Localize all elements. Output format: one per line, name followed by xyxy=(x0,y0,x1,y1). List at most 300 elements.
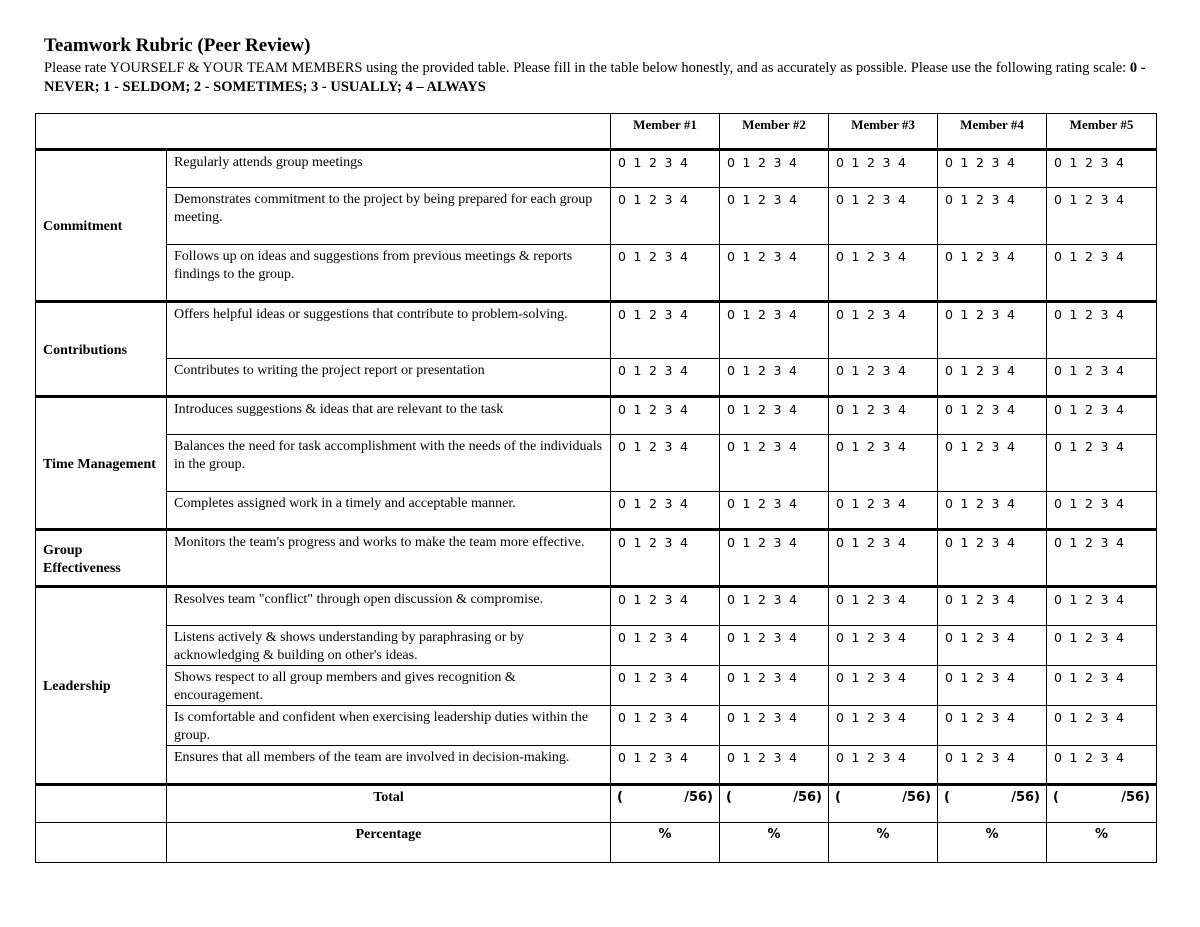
score-option[interactable]: 4 xyxy=(898,710,907,725)
score-option[interactable]: 1 xyxy=(742,750,751,765)
score-option[interactable]: 3 xyxy=(664,363,673,378)
score-option[interactable]: 2 xyxy=(649,710,658,725)
score-option[interactable]: 4 xyxy=(680,192,689,207)
score-option[interactable]: 1 xyxy=(1069,439,1078,454)
score-cell[interactable] xyxy=(829,245,938,302)
score-option[interactable]: 2 xyxy=(649,402,658,417)
score-option[interactable]: 2 xyxy=(867,630,876,645)
score-cell[interactable] xyxy=(611,302,720,359)
score-option[interactable]: 1 xyxy=(633,363,642,378)
score-option[interactable]: 2 xyxy=(976,363,985,378)
score-option[interactable]: 4 xyxy=(680,750,689,765)
score-option[interactable]: 0 xyxy=(836,363,845,378)
score-option[interactable]: 4 xyxy=(680,496,689,511)
score-option[interactable]: 1 xyxy=(851,535,860,550)
score-option[interactable]: 0 xyxy=(945,249,954,264)
score-cell[interactable] xyxy=(829,359,938,397)
score-option[interactable]: 0 xyxy=(836,439,845,454)
score-cell[interactable] xyxy=(829,188,938,245)
score-option[interactable]: 3 xyxy=(991,535,1000,550)
score-option[interactable]: 0 xyxy=(836,496,845,511)
score-option[interactable]: 4 xyxy=(1007,249,1016,264)
score-option[interactable]: 4 xyxy=(898,592,907,607)
score-option[interactable]: 1 xyxy=(960,402,969,417)
score-option[interactable]: 4 xyxy=(898,155,907,170)
score-option[interactable]: 0 xyxy=(618,363,627,378)
score-option[interactable]: 1 xyxy=(742,535,751,550)
score-cell[interactable] xyxy=(1047,359,1157,397)
score-cell[interactable] xyxy=(938,530,1047,587)
score-option[interactable]: 0 xyxy=(727,592,736,607)
score-cell[interactable] xyxy=(720,492,829,530)
score-option[interactable]: 1 xyxy=(851,670,860,685)
score-option[interactable]: 1 xyxy=(1069,363,1078,378)
score-option[interactable]: 0 xyxy=(945,402,954,417)
total-cell[interactable] xyxy=(938,785,1047,823)
score-option[interactable]: 0 xyxy=(945,630,954,645)
score-option[interactable]: 4 xyxy=(898,535,907,550)
score-option[interactable]: 4 xyxy=(1007,155,1016,170)
score-option[interactable]: 2 xyxy=(649,363,658,378)
score-option[interactable]: 2 xyxy=(976,249,985,264)
score-option[interactable]: 1 xyxy=(742,363,751,378)
total-cell[interactable] xyxy=(611,785,720,823)
score-option[interactable]: 3 xyxy=(773,535,782,550)
score-option[interactable]: 3 xyxy=(664,710,673,725)
score-option[interactable]: 1 xyxy=(1069,630,1078,645)
score-option[interactable]: 4 xyxy=(898,750,907,765)
score-option[interactable]: 0 xyxy=(618,192,627,207)
score-option[interactable]: 2 xyxy=(976,402,985,417)
score-option[interactable]: 2 xyxy=(758,670,767,685)
score-option[interactable]: 1 xyxy=(1069,155,1078,170)
score-option[interactable]: 3 xyxy=(1100,192,1109,207)
score-option[interactable]: 3 xyxy=(882,750,891,765)
score-cell[interactable] xyxy=(720,530,829,587)
score-option[interactable]: 1 xyxy=(633,710,642,725)
score-cell[interactable] xyxy=(1047,587,1157,626)
score-option[interactable]: 4 xyxy=(898,192,907,207)
score-option[interactable]: 1 xyxy=(1069,670,1078,685)
score-option[interactable]: 1 xyxy=(633,307,642,322)
score-option[interactable]: 0 xyxy=(1054,363,1063,378)
score-option[interactable]: 0 xyxy=(836,670,845,685)
score-option[interactable]: 0 xyxy=(727,155,736,170)
total-cell[interactable] xyxy=(829,785,938,823)
score-cell[interactable] xyxy=(829,626,938,666)
score-option[interactable]: 4 xyxy=(898,439,907,454)
score-cell[interactable] xyxy=(611,359,720,397)
score-cell[interactable] xyxy=(938,706,1047,746)
score-option[interactable]: 2 xyxy=(649,439,658,454)
score-option[interactable]: 2 xyxy=(867,155,876,170)
score-option[interactable]: 1 xyxy=(633,535,642,550)
score-cell[interactable] xyxy=(1047,746,1157,785)
score-option[interactable]: 1 xyxy=(633,750,642,765)
score-option[interactable]: 2 xyxy=(867,496,876,511)
score-cell[interactable] xyxy=(1047,626,1157,666)
score-option[interactable]: 2 xyxy=(649,750,658,765)
score-option[interactable]: 3 xyxy=(1100,249,1109,264)
score-option[interactable]: 4 xyxy=(898,402,907,417)
score-option[interactable]: 2 xyxy=(1085,363,1094,378)
score-option[interactable]: 4 xyxy=(1116,630,1125,645)
score-cell[interactable] xyxy=(611,626,720,666)
score-option[interactable]: 3 xyxy=(773,307,782,322)
score-option[interactable]: 2 xyxy=(1085,592,1094,607)
score-option[interactable]: 0 xyxy=(618,592,627,607)
score-option[interactable]: 0 xyxy=(945,535,954,550)
total-cell[interactable] xyxy=(1047,785,1157,823)
score-cell[interactable] xyxy=(829,587,938,626)
score-option[interactable]: 4 xyxy=(789,249,798,264)
score-option[interactable]: 4 xyxy=(1116,402,1125,417)
score-option[interactable]: 2 xyxy=(1085,710,1094,725)
score-option[interactable]: 4 xyxy=(680,630,689,645)
score-cell[interactable] xyxy=(938,435,1047,492)
score-cell[interactable] xyxy=(1047,492,1157,530)
score-option[interactable]: 2 xyxy=(649,307,658,322)
score-option[interactable]: 3 xyxy=(1100,363,1109,378)
score-option[interactable]: 3 xyxy=(991,402,1000,417)
score-option[interactable]: 1 xyxy=(1069,592,1078,607)
score-option[interactable]: 3 xyxy=(1100,710,1109,725)
score-cell[interactable] xyxy=(829,435,938,492)
score-cell[interactable] xyxy=(720,302,829,359)
score-option[interactable]: 3 xyxy=(1100,307,1109,322)
score-option[interactable]: 0 xyxy=(1054,402,1063,417)
score-option[interactable]: 3 xyxy=(664,402,673,417)
score-option[interactable]: 0 xyxy=(1054,249,1063,264)
score-cell[interactable] xyxy=(611,492,720,530)
score-option[interactable]: 1 xyxy=(851,249,860,264)
score-option[interactable]: 4 xyxy=(789,750,798,765)
score-option[interactable]: 3 xyxy=(991,439,1000,454)
score-option[interactable]: 0 xyxy=(1054,155,1063,170)
score-cell[interactable] xyxy=(938,359,1047,397)
score-option[interactable]: 3 xyxy=(773,249,782,264)
score-option[interactable]: 0 xyxy=(836,535,845,550)
score-option[interactable]: 4 xyxy=(1116,670,1125,685)
score-option[interactable]: 4 xyxy=(680,710,689,725)
score-option[interactable]: 1 xyxy=(851,630,860,645)
score-option[interactable]: 1 xyxy=(851,710,860,725)
score-option[interactable]: 3 xyxy=(664,496,673,511)
score-cell[interactable] xyxy=(611,245,720,302)
score-option[interactable]: 1 xyxy=(851,155,860,170)
score-option[interactable]: 3 xyxy=(882,249,891,264)
score-option[interactable]: 4 xyxy=(680,363,689,378)
score-cell[interactable] xyxy=(720,435,829,492)
score-option[interactable]: 4 xyxy=(789,670,798,685)
score-cell[interactable] xyxy=(720,587,829,626)
score-option[interactable]: 1 xyxy=(851,496,860,511)
score-option[interactable]: 2 xyxy=(1085,535,1094,550)
score-cell[interactable] xyxy=(720,397,829,435)
score-cell[interactable] xyxy=(720,626,829,666)
score-option[interactable]: 4 xyxy=(680,402,689,417)
score-option[interactable]: 4 xyxy=(1007,750,1016,765)
score-option[interactable]: 2 xyxy=(867,402,876,417)
score-cell[interactable] xyxy=(720,245,829,302)
score-option[interactable]: 1 xyxy=(1069,710,1078,725)
score-option[interactable]: 3 xyxy=(991,592,1000,607)
score-option[interactable]: 3 xyxy=(1100,496,1109,511)
score-option[interactable]: 0 xyxy=(618,402,627,417)
score-option[interactable]: 2 xyxy=(1085,630,1094,645)
score-option[interactable]: 1 xyxy=(742,439,751,454)
score-option[interactable]: 1 xyxy=(960,592,969,607)
score-option[interactable]: 0 xyxy=(836,630,845,645)
score-option[interactable]: 2 xyxy=(976,192,985,207)
percentage-cell[interactable]: % xyxy=(720,823,829,863)
score-option[interactable]: 0 xyxy=(618,710,627,725)
score-option[interactable]: 2 xyxy=(758,439,767,454)
score-option[interactable]: 1 xyxy=(851,307,860,322)
score-option[interactable]: 3 xyxy=(664,307,673,322)
score-option[interactable]: 0 xyxy=(1054,710,1063,725)
score-option[interactable]: 3 xyxy=(773,439,782,454)
score-option[interactable]: 1 xyxy=(851,439,860,454)
score-option[interactable]: 4 xyxy=(898,496,907,511)
score-option[interactable]: 4 xyxy=(1116,249,1125,264)
score-cell[interactable] xyxy=(829,746,938,785)
score-cell[interactable] xyxy=(829,150,938,188)
score-option[interactable]: 3 xyxy=(773,592,782,607)
score-cell[interactable] xyxy=(611,666,720,706)
score-option[interactable]: 3 xyxy=(882,155,891,170)
score-option[interactable]: 0 xyxy=(836,592,845,607)
score-option[interactable]: 2 xyxy=(867,710,876,725)
percentage-cell[interactable]: % xyxy=(611,823,720,863)
score-option[interactable]: 4 xyxy=(1116,496,1125,511)
score-option[interactable]: 4 xyxy=(898,363,907,378)
score-option[interactable]: 4 xyxy=(1116,535,1125,550)
score-option[interactable]: 0 xyxy=(618,307,627,322)
score-option[interactable]: 3 xyxy=(773,710,782,725)
score-option[interactable]: 4 xyxy=(1007,670,1016,685)
score-option[interactable]: 1 xyxy=(633,155,642,170)
score-option[interactable]: 0 xyxy=(945,307,954,322)
score-option[interactable]: 2 xyxy=(758,402,767,417)
score-option[interactable]: 1 xyxy=(960,710,969,725)
score-option[interactable]: 3 xyxy=(991,750,1000,765)
score-option[interactable]: 0 xyxy=(945,192,954,207)
score-option[interactable]: 4 xyxy=(789,439,798,454)
score-option[interactable]: 3 xyxy=(882,670,891,685)
score-option[interactable]: 2 xyxy=(758,710,767,725)
score-option[interactable]: 0 xyxy=(618,630,627,645)
score-option[interactable]: 1 xyxy=(960,535,969,550)
score-option[interactable]: 3 xyxy=(664,439,673,454)
score-cell[interactable] xyxy=(1047,706,1157,746)
percentage-cell[interactable]: % xyxy=(938,823,1047,863)
score-option[interactable]: 4 xyxy=(680,307,689,322)
score-option[interactable]: 0 xyxy=(727,630,736,645)
score-option[interactable]: 2 xyxy=(649,592,658,607)
score-option[interactable]: 2 xyxy=(867,439,876,454)
score-option[interactable]: 3 xyxy=(1100,535,1109,550)
score-option[interactable]: 1 xyxy=(960,155,969,170)
score-option[interactable]: 0 xyxy=(618,670,627,685)
score-option[interactable]: 4 xyxy=(789,496,798,511)
percentage-cell[interactable]: % xyxy=(1047,823,1157,863)
score-option[interactable]: 3 xyxy=(991,363,1000,378)
score-option[interactable]: 3 xyxy=(664,630,673,645)
score-cell[interactable] xyxy=(1047,188,1157,245)
score-option[interactable]: 4 xyxy=(789,592,798,607)
score-option[interactable]: 1 xyxy=(960,307,969,322)
score-option[interactable]: 2 xyxy=(649,535,658,550)
score-cell[interactable] xyxy=(720,359,829,397)
score-option[interactable]: 3 xyxy=(882,592,891,607)
score-option[interactable]: 3 xyxy=(664,750,673,765)
score-option[interactable]: 3 xyxy=(882,710,891,725)
score-option[interactable]: 3 xyxy=(882,439,891,454)
score-option[interactable]: 3 xyxy=(991,249,1000,264)
score-option[interactable]: 4 xyxy=(1007,710,1016,725)
score-option[interactable]: 2 xyxy=(1085,402,1094,417)
score-cell[interactable] xyxy=(829,397,938,435)
score-option[interactable]: 3 xyxy=(882,630,891,645)
score-option[interactable]: 1 xyxy=(742,710,751,725)
score-option[interactable]: 4 xyxy=(1116,439,1125,454)
score-option[interactable]: 4 xyxy=(1116,750,1125,765)
score-cell[interactable] xyxy=(611,530,720,587)
score-option[interactable]: 0 xyxy=(727,496,736,511)
score-cell[interactable] xyxy=(611,397,720,435)
score-option[interactable]: 0 xyxy=(618,155,627,170)
score-option[interactable]: 0 xyxy=(945,710,954,725)
score-option[interactable]: 3 xyxy=(991,307,1000,322)
score-option[interactable]: 1 xyxy=(633,630,642,645)
score-option[interactable]: 1 xyxy=(960,439,969,454)
score-option[interactable]: 3 xyxy=(991,155,1000,170)
score-option[interactable]: 1 xyxy=(960,249,969,264)
score-option[interactable]: 1 xyxy=(742,192,751,207)
score-cell[interactable] xyxy=(611,587,720,626)
score-option[interactable]: 2 xyxy=(867,307,876,322)
score-option[interactable]: 4 xyxy=(1007,192,1016,207)
score-cell[interactable] xyxy=(720,150,829,188)
score-option[interactable]: 0 xyxy=(727,249,736,264)
score-option[interactable]: 3 xyxy=(991,710,1000,725)
score-option[interactable]: 0 xyxy=(836,750,845,765)
score-option[interactable]: 3 xyxy=(773,496,782,511)
score-option[interactable]: 2 xyxy=(649,670,658,685)
score-option[interactable]: 2 xyxy=(649,155,658,170)
score-option[interactable]: 2 xyxy=(758,592,767,607)
score-cell[interactable] xyxy=(1047,530,1157,587)
score-cell[interactable] xyxy=(1047,666,1157,706)
score-option[interactable]: 2 xyxy=(1085,670,1094,685)
score-option[interactable]: 2 xyxy=(867,249,876,264)
score-option[interactable]: 3 xyxy=(1100,439,1109,454)
score-option[interactable]: 3 xyxy=(1100,750,1109,765)
score-cell[interactable] xyxy=(938,397,1047,435)
score-option[interactable]: 2 xyxy=(976,535,985,550)
score-option[interactable]: 4 xyxy=(789,535,798,550)
score-cell[interactable] xyxy=(1047,150,1157,188)
score-option[interactable]: 3 xyxy=(1100,670,1109,685)
score-option[interactable]: 0 xyxy=(727,307,736,322)
score-cell[interactable] xyxy=(1047,435,1157,492)
score-option[interactable]: 0 xyxy=(836,192,845,207)
score-option[interactable]: 3 xyxy=(1100,402,1109,417)
score-option[interactable]: 2 xyxy=(649,496,658,511)
score-cell[interactable] xyxy=(829,302,938,359)
score-option[interactable]: 3 xyxy=(773,363,782,378)
score-option[interactable]: 0 xyxy=(945,496,954,511)
score-option[interactable]: 0 xyxy=(618,439,627,454)
total-cell[interactable] xyxy=(720,785,829,823)
score-cell[interactable] xyxy=(829,492,938,530)
score-option[interactable]: 3 xyxy=(991,630,1000,645)
score-option[interactable]: 0 xyxy=(727,535,736,550)
score-option[interactable]: 1 xyxy=(851,750,860,765)
score-option[interactable]: 0 xyxy=(1054,535,1063,550)
score-option[interactable]: 2 xyxy=(758,750,767,765)
score-option[interactable]: 3 xyxy=(991,496,1000,511)
score-option[interactable]: 1 xyxy=(1069,307,1078,322)
score-option[interactable]: 0 xyxy=(945,670,954,685)
score-option[interactable]: 2 xyxy=(758,307,767,322)
score-option[interactable]: 4 xyxy=(1007,630,1016,645)
score-option[interactable]: 1 xyxy=(1069,535,1078,550)
score-option[interactable]: 1 xyxy=(851,192,860,207)
score-option[interactable]: 2 xyxy=(867,670,876,685)
score-option[interactable]: 2 xyxy=(649,192,658,207)
score-option[interactable]: 0 xyxy=(727,670,736,685)
score-option[interactable]: 3 xyxy=(991,670,1000,685)
score-option[interactable]: 4 xyxy=(1007,535,1016,550)
percentage-cell[interactable]: % xyxy=(829,823,938,863)
score-option[interactable]: 2 xyxy=(976,155,985,170)
score-option[interactable]: 3 xyxy=(664,155,673,170)
score-option[interactable]: 3 xyxy=(773,750,782,765)
score-cell[interactable] xyxy=(720,188,829,245)
score-option[interactable]: 2 xyxy=(1085,750,1094,765)
score-option[interactable]: 3 xyxy=(1100,592,1109,607)
score-option[interactable]: 4 xyxy=(789,307,798,322)
score-option[interactable]: 2 xyxy=(758,496,767,511)
score-option[interactable]: 4 xyxy=(680,592,689,607)
score-option[interactable]: 0 xyxy=(945,750,954,765)
score-option[interactable]: 3 xyxy=(991,192,1000,207)
score-option[interactable]: 4 xyxy=(1007,363,1016,378)
score-option[interactable]: 0 xyxy=(727,402,736,417)
score-option[interactable]: 4 xyxy=(1116,363,1125,378)
score-option[interactable]: 2 xyxy=(758,249,767,264)
score-option[interactable]: 4 xyxy=(789,155,798,170)
score-option[interactable]: 2 xyxy=(867,592,876,607)
score-option[interactable]: 2 xyxy=(649,630,658,645)
score-option[interactable]: 4 xyxy=(1007,307,1016,322)
score-option[interactable]: 0 xyxy=(727,710,736,725)
score-option[interactable]: 3 xyxy=(773,630,782,645)
score-option[interactable]: 0 xyxy=(836,710,845,725)
score-option[interactable]: 1 xyxy=(960,630,969,645)
score-option[interactable]: 4 xyxy=(1116,192,1125,207)
score-option[interactable]: 4 xyxy=(1116,710,1125,725)
score-option[interactable]: 4 xyxy=(1007,496,1016,511)
score-option[interactable]: 1 xyxy=(633,439,642,454)
score-option[interactable]: 4 xyxy=(789,402,798,417)
score-cell[interactable] xyxy=(1047,245,1157,302)
score-cell[interactable] xyxy=(938,746,1047,785)
score-option[interactable]: 3 xyxy=(882,496,891,511)
score-option[interactable]: 2 xyxy=(1085,155,1094,170)
